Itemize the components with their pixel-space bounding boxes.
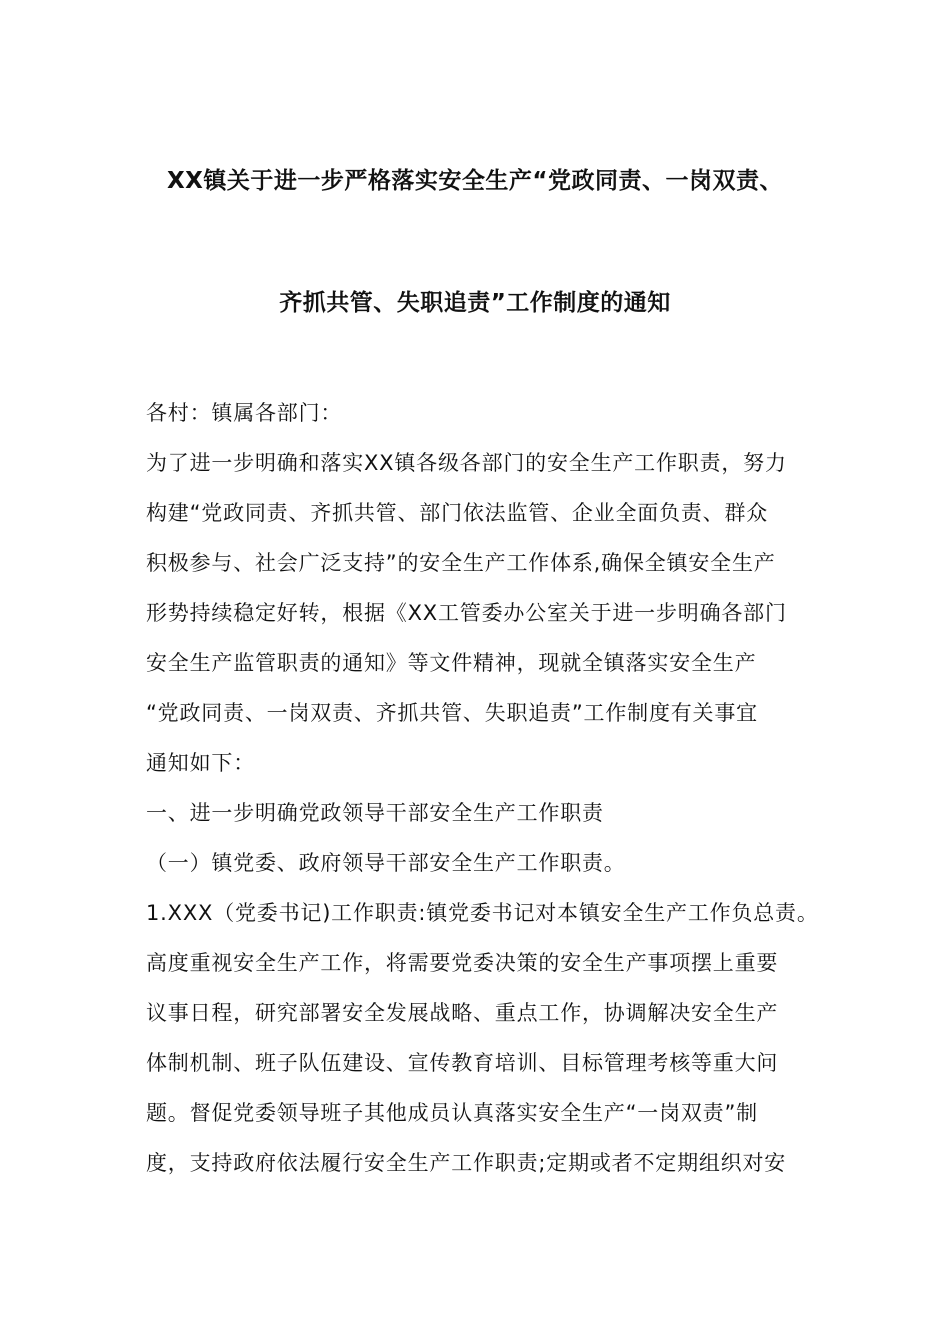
item-heading: 1.XXX（党委书记)工作职责:镇党委书记对本镇安全生产工作负总责。 [146, 901, 819, 925]
body-line: 题。督促党委领导班子其他成员认真落实安全生产“一岗双责”制 [146, 1101, 758, 1125]
body-line: 构建“党政同责、齐抓共管、部门依法监管、企业全面负责、群众 [146, 501, 769, 525]
body-line: 体制机制、班子队伍建设、宣传教育培训、目标管理考核等重大问 [146, 1051, 779, 1075]
body-line: 积极参与、社会广泛支持”的安全生产工作体系,确保全镇安全生产 [146, 551, 776, 575]
body-line: 议事日程，研究部署安全发展战略、重点工作，协调解决安全生产 [146, 1001, 779, 1025]
document-title-line-2: 齐抓共管、失职追责”工作制度的通知 [279, 290, 671, 316]
body-line: 高度重视安全生产工作，将需要党委决策的安全生产事项摆上重要 [146, 951, 779, 975]
section-heading: 一、进一步明确党政领导干部安全生产工作职责 [146, 801, 604, 825]
body-line: 安全生产监管职责的通知》等文件精神，现就全镇落实安全生产 [146, 651, 757, 675]
body-line: 形势持续稳定好转，根据《XX工管委办公室关于进一步明确各部门 [146, 601, 787, 625]
body-line: 为了进一步明确和落实XX镇各级各部门的安全生产工作职责，努力 [146, 451, 787, 475]
salutation: 各村：镇属各部门： [146, 401, 343, 425]
document-title-line-1: XX镇关于进一步严格落实安全生产“党政同责、一岗双责、 [166, 168, 784, 194]
body-line: 通知如下： [146, 751, 255, 775]
body-line: 度，支持政府依法履行安全生产工作职责;定期或者不定期组织对安 [146, 1151, 787, 1175]
subsection-heading: （一）镇党委、政府领导干部安全生产工作职责。 [146, 851, 626, 875]
body-line: “党政同责、一岗双责、齐抓共管、失职追责”工作制度有关事宜 [146, 701, 758, 725]
